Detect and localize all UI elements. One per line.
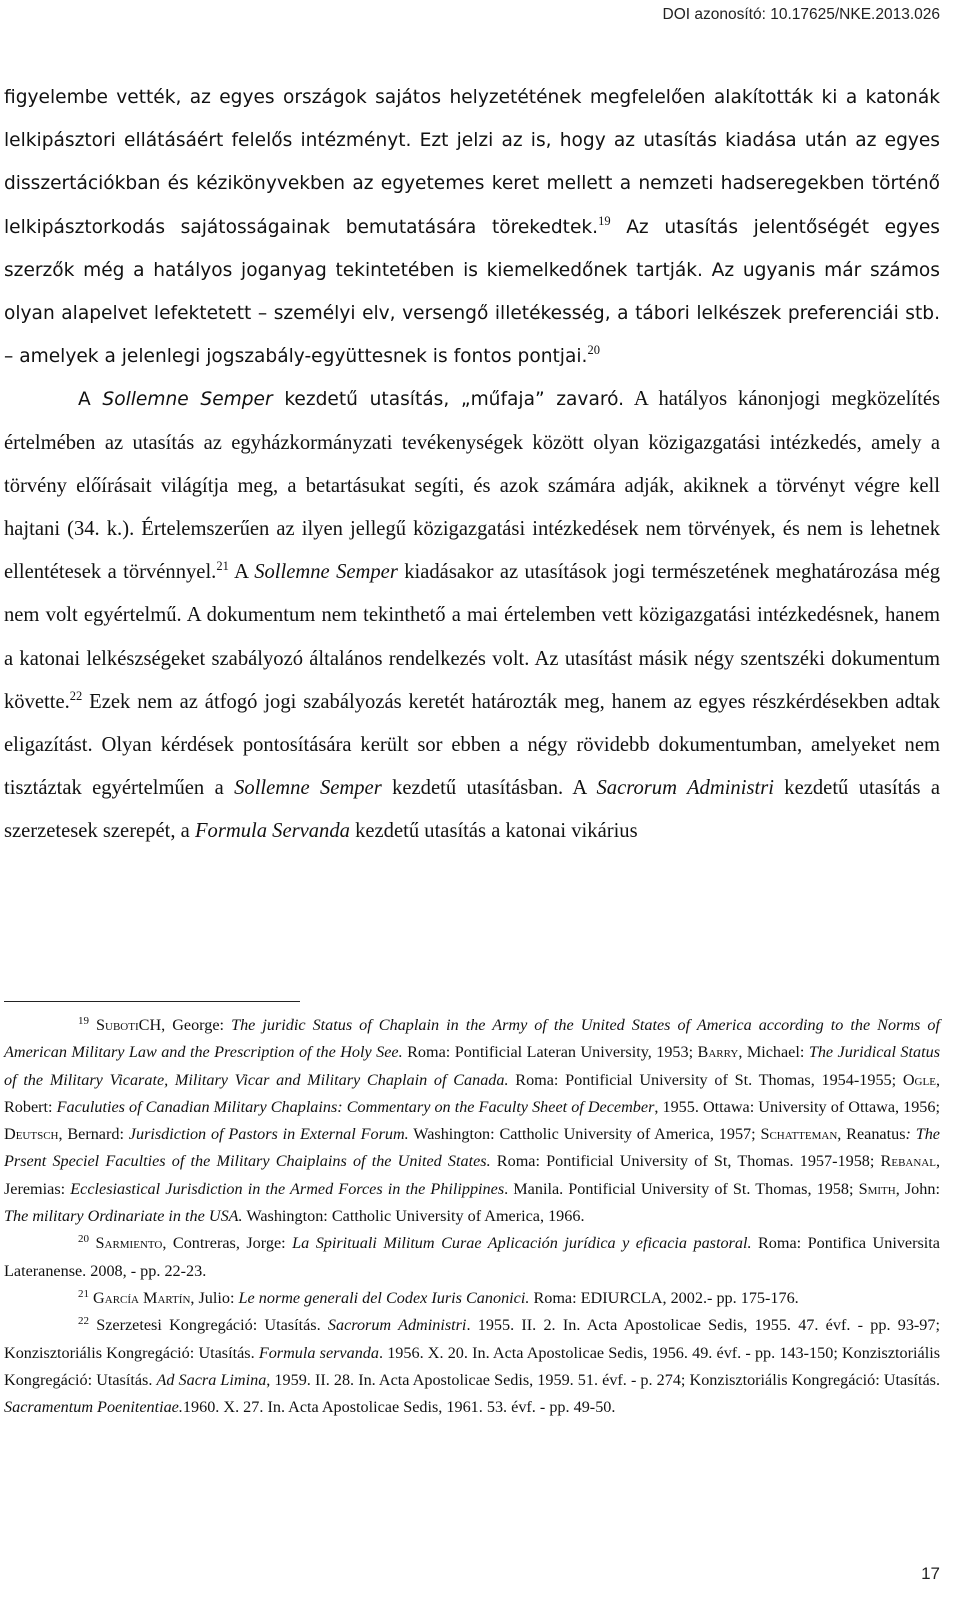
page-number: 17 xyxy=(921,1564,940,1583)
fn-text: S xyxy=(89,1234,105,1253)
fn-text: , Julio: xyxy=(190,1288,239,1307)
fn-author: arry xyxy=(708,1043,739,1062)
fn-text: 1960. X. 27. In. Acta Apostolicae Sedis, 1961. 53. évf. - pp. 49-50. xyxy=(182,1398,616,1417)
fn-author: ebanal xyxy=(891,1152,936,1171)
title-formula-servanda: Formula Servanda xyxy=(194,820,350,843)
fn-text: . Manila. Pontificial University of St. Thomas, 1958; S xyxy=(504,1179,868,1198)
fn-title: The military Ordinariate in the USA. xyxy=(4,1207,243,1226)
footnote-number: 20 xyxy=(78,1233,89,1246)
fn-text: , Robert: xyxy=(4,1070,940,1116)
fn-text: G xyxy=(89,1288,105,1307)
fn-text: . 1955. II. 2. In. Acta Apostolicae Sedis, 1955. 47. évf. - pp. 93-97; Konzisztoriális Kongregáció: Utasítás. xyxy=(4,1316,940,1362)
fn-title: Sacramentum Poenitentiae. xyxy=(4,1398,183,1417)
paragraph-2-text-a: A xyxy=(78,389,103,411)
fn-author: armiento xyxy=(104,1234,163,1253)
fn-text: , 1955. Ottawa: University of Ottawa, 1956; D xyxy=(4,1097,940,1144)
main-text xyxy=(4,76,940,854)
footnote-19 xyxy=(4,1012,940,1230)
title-sollemne-semper-2: Sollemne Semper xyxy=(254,561,398,584)
footnote-22 xyxy=(4,1312,940,1421)
fn-text: Roma: Pontificial University of St. Thomas, 1954-1955; O xyxy=(508,1070,915,1089)
paragraph-2-text-e: kiadásakor az utasítások jogi természetének meghatározása még nem volt egyértelmű. A dokumentum nem tekinthető a mai értelemben vett közigazgatási intézkedésnek, hanem a katonai lelkészségeket szabályozó általános rendelkezés volt. Az utasítást másik négy szentszéki dokumentum követte. xyxy=(4,561,940,713)
fn-text: CH, George: xyxy=(138,1016,232,1034)
footnote-21 xyxy=(4,1285,940,1312)
paragraph-2-text-h: kezdetű utasítás a szerzetesek szerepét, a xyxy=(4,777,940,843)
fn-text: S xyxy=(89,1016,106,1034)
fn-title: La Spirituali Militum Curae Aplicación jurídica y eficacia pastoral. xyxy=(292,1234,752,1253)
fn-title: Ad Sacra Limina xyxy=(156,1370,267,1389)
paragraph-2-text-g: kezdetű utasításban. A xyxy=(381,777,597,800)
fn-title: Faculuties of Canadian Military Chaplains: Commentary on the Faculty Sheet of December xyxy=(56,1097,655,1116)
fn-title: Jurisdiction of Pastors in External Forum. xyxy=(128,1125,409,1144)
fn-text: . 1956. X. 20. In. Acta Apostolicae Sedis, 1956. 49. évf. - pp. 143-150; Konzisztoriális Kongregáció: Utasítás. xyxy=(4,1343,940,1389)
fn-text: , Reanatus xyxy=(837,1125,906,1144)
footnote-ref-22[interactable]: 22 xyxy=(69,688,83,703)
fn-title: Le norme generali del Codex Iuris Canonici. xyxy=(238,1288,530,1307)
title-sollemne-semper: Sollemne Semper xyxy=(102,389,273,411)
fn-text: , 1959. II. 28. In. Acta Apostolicae Sedis, 1959. 51. évf. - p. 274; Konzisztoriális Kongregáció: Utasítás. xyxy=(266,1370,941,1389)
footnote-number: 21 xyxy=(78,1287,89,1300)
paragraph-2-text-c: A hatályos kánonjogi megközelítés értelmében az utasítás az egyházkormányzati tevékenységek között olyan közigazgatási intézkedés, amely a törvény előírásait világítja meg, a betartásukat segíti, és azok számára adják, akiknek a törvényt végre kell hajtani (34. k.). Értelemszerűen az ilyen jellegű közigazgatási intézkedések nem törvények, és nem is lehetnek ellentétesek a törvénnyel. xyxy=(4,388,940,584)
fn-author: chatteman xyxy=(769,1125,838,1144)
fn-author: mith xyxy=(867,1179,896,1198)
paragraph-1-text-a: figyelembe vették, az egyes országok sajátos helyzetétének megfelelően alakították ki a katonák lelkipásztori ellátásáért felelős intézményt. Ezt jelzi az is, hogy az utasítás kiadása után az egyes disszertációkban és kézikönyvekben az egyetemes keret mellett a nemzeti hadseregekben történő lelkipásztorkodás sajátosságainak bemutatására törekedtek. xyxy=(4,87,940,238)
fn-text: , Bernard: xyxy=(58,1125,129,1144)
fn-author: uboti xyxy=(105,1016,139,1034)
fn-text: Washington: Cattholic University of America, 1966. xyxy=(242,1207,585,1226)
fn-text: Roma: Pontifica Universita Lateranense. 2008, - pp. 22-23. xyxy=(4,1234,940,1280)
fn-text: , John: xyxy=(895,1179,940,1198)
title-sacrorum-administri: Sacrorum Administri xyxy=(596,777,774,800)
fn-author: arcía xyxy=(104,1288,139,1307)
fn-text: M xyxy=(138,1288,158,1307)
fn-title: Ecclesiastical Jurisdiction in the Armed Forces in the Philippines xyxy=(70,1179,505,1198)
fn-title: Sacrorum Administri xyxy=(327,1316,467,1335)
paragraph-1 xyxy=(4,76,940,378)
title-sollemne-semper-3: Sollemne Semper xyxy=(234,777,382,800)
footnote-number: 22 xyxy=(78,1315,89,1328)
fn-text: Szerzetesi Kongregáció: Utasítás. xyxy=(89,1316,328,1335)
fn-author: gle xyxy=(914,1070,936,1089)
fn-author: artín xyxy=(157,1288,191,1307)
fn-text: , Michael: xyxy=(738,1043,809,1062)
fn-text: Roma: EDIURCLA, 2002.- pp. 175-176. xyxy=(529,1288,799,1307)
footnote-ref-21[interactable]: 21 xyxy=(216,559,229,574)
footnote-ref-19[interactable]: 19 xyxy=(598,213,611,228)
doi-header: DOI azonosító: 10.17625/NKE.2013.026 xyxy=(662,6,940,23)
fn-text: , Contreras, Jorge: xyxy=(162,1234,293,1253)
fn-text: Washington: Cattholic University of America, 1957; S xyxy=(408,1125,770,1144)
paragraph-2-text-b: kezdetű utasítás, „műfaja” zavaró. xyxy=(272,389,625,411)
fn-title: : The Prsent Speciel Faculties of the Military Chaiplains of the United States. xyxy=(4,1125,940,1171)
fn-title: The juridic Status of Chaplain in the Army of the United States of America according to the Norms of American Military Law and the Prescription of the Holy See. xyxy=(4,1016,940,1062)
footnotes xyxy=(4,1012,940,1421)
fn-text: Roma: Pontificial University of St, Thomas. 1957-1958; R xyxy=(490,1152,892,1171)
footnote-number: 19 xyxy=(78,1015,89,1027)
paragraph-2-text-i: kezdetű utasítás a katonai vikárius xyxy=(349,820,638,843)
paragraph-2 xyxy=(4,378,940,853)
paragraph-2-text-d: A xyxy=(228,561,255,584)
footnote-20 xyxy=(4,1230,940,1285)
fn-text: , Jeremias: xyxy=(4,1152,941,1198)
fn-text: Roma: Pontificial Lateran University, 1953; B xyxy=(402,1043,709,1062)
footnote-ref-20[interactable]: 20 xyxy=(587,343,600,358)
fn-title: Formula servanda xyxy=(258,1343,379,1362)
fn-author: eutsch xyxy=(15,1125,59,1144)
fn-title: The Juridical Status of the Military Vicarate, Military Vicar and Military Chaplain of Canada. xyxy=(4,1043,941,1089)
paragraph-2-text-f: Ezek nem az átfogó jogi szabályozás keretét határozták meg, hanem az egyes részkérdésekben adtak eligazítást. Olyan kérdések pontosítására került sor ebben a négy rövidebb dokumentumban, amelyeket nem tisztáztak egyértelműen a xyxy=(4,690,940,800)
paragraph-1-text-b: Az utasítás jelentőségét egyes szerzők még a hatályos joganyag tekintetében is kiemelkedőnek tartják. Az ugyanis már számos olyan alapelvet lefektetett – személyi elv, versengő illetékesség, a tábori lelkészek preferenciái stb. – amelyek a jelenlegi jogszabály-együttesnek is fontos pontjai. xyxy=(4,216,940,368)
footnote-separator xyxy=(4,1001,300,1002)
